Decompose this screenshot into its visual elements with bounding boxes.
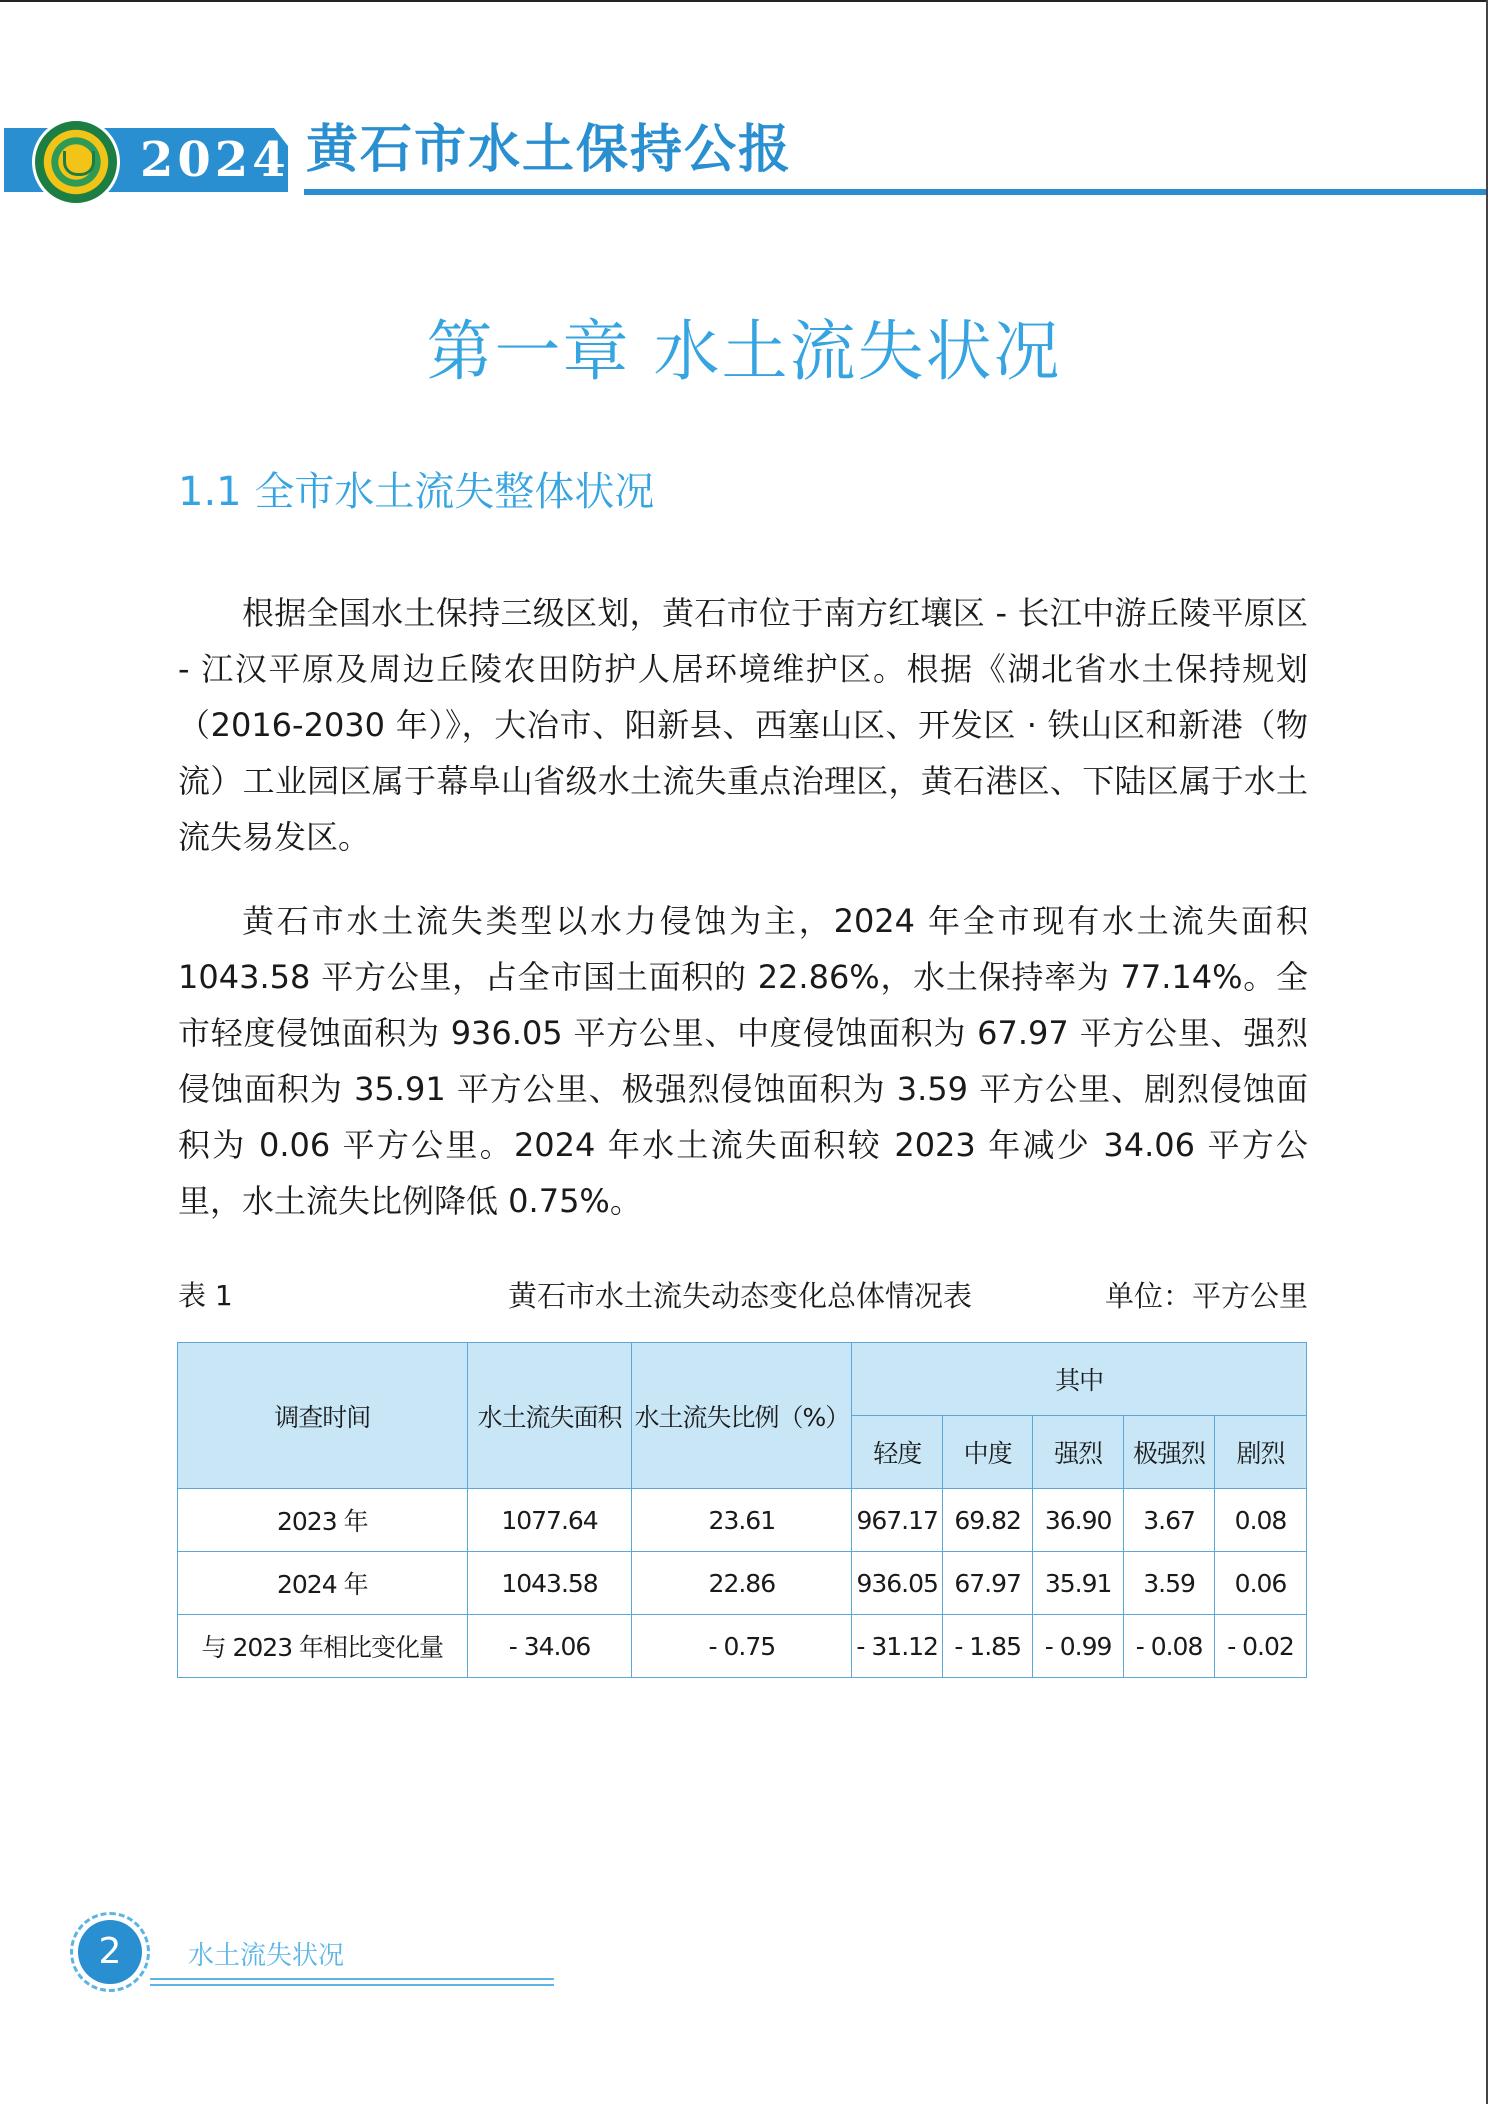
- cell: 3.59: [1124, 1552, 1215, 1615]
- table-row: [178, 1489, 1307, 1552]
- table-row: [178, 1615, 1307, 1678]
- table-label: 表 1: [178, 1279, 233, 1312]
- cell: 69.82: [943, 1489, 1033, 1552]
- cell: 22.86: [632, 1552, 852, 1615]
- cell: - 1.85: [943, 1615, 1033, 1678]
- paragraph-2: 黄石市水土流失类型以水力侵蚀为主，2024 年全市现有水土流失面积 1043.58 平方公里，占全市国土面积的 22.86%，水土保持率为 77.14%。全市轻度侵蚀面积为 936.05 平方公里、中度侵蚀面积为 67.97 平方公里、强烈侵蚀面积为 35.91 平方公里、极强烈侵蚀面积为 3.59 平方公里、剧烈侵蚀面积为 0.06 平方公里。2024 年水土流失面积较 2023 年减少 34.06 平方公里，水土流失比例降低 0.75%。: [178, 902, 1308, 1220]
- cell: 1077.64: [467, 1489, 632, 1552]
- cell: 2024 年: [178, 1552, 468, 1615]
- cell: 36.90: [1033, 1489, 1124, 1552]
- cell: - 34.06: [467, 1615, 632, 1678]
- cell: 0.08: [1215, 1489, 1307, 1552]
- paragraph-1: 根据全国水土保持三级区划，黄石市位于南方红壤区 - 长江中游丘陵平原区 - 江汉平原及周边丘陵农田防护人居环境维护区。根据《湖北省水土保持规划（2016-2030 年）》，大冶市、阳新县、西塞山区、开发区 · 铁山区和新港（物流）工业园区属于幕阜山省级水土流失重点治理区，黄石港区、下陆区属于水土流失易发区。: [178, 594, 1308, 856]
- header-survey-time: 调查时间: [178, 1343, 468, 1489]
- header-very-intense: 极强烈: [1124, 1416, 1215, 1489]
- cell: 936.05: [852, 1552, 943, 1615]
- cell: 2023 年: [178, 1489, 468, 1552]
- page-border-top: [0, 0, 1488, 2]
- header-area: 水土流失面积: [467, 1343, 632, 1489]
- emblem-inner-mark: [63, 151, 95, 176]
- cell: - 0.75: [632, 1615, 852, 1678]
- page-number: 2: [78, 1920, 142, 1984]
- cell: - 0.02: [1215, 1615, 1307, 1678]
- cell: 0.06: [1215, 1552, 1307, 1615]
- header-moderate: 中度: [943, 1416, 1033, 1489]
- erosion-table: [177, 1342, 1307, 1678]
- emblem-logo-icon: [32, 118, 120, 206]
- header-year: 2024: [140, 132, 290, 188]
- cell: 967.17: [852, 1489, 943, 1552]
- header-of-which: 其中: [852, 1343, 1307, 1416]
- header-light: 轻度: [852, 1416, 943, 1489]
- footer-rule: [150, 1984, 554, 1986]
- header-severe: 剧烈: [1215, 1416, 1307, 1489]
- section-title: 1.1 全市水土流失整体状况: [178, 469, 655, 515]
- table-row: [178, 1552, 1307, 1615]
- cell: - 0.99: [1033, 1615, 1124, 1678]
- header-title: 黄石市水土保持公报: [306, 119, 793, 180]
- cell: 1043.58: [467, 1552, 632, 1615]
- cell: - 31.12: [852, 1615, 943, 1678]
- footer-rule: [150, 1978, 554, 1980]
- cell: 3.67: [1124, 1489, 1215, 1552]
- footer-section-label: 水土流失状况: [188, 1941, 345, 1971]
- cell: 23.61: [632, 1489, 852, 1552]
- chapter-title: 第一章 水土流失状况: [426, 313, 1062, 390]
- header-rule: [304, 189, 1486, 195]
- cell: 67.97: [943, 1552, 1033, 1615]
- cell: 与 2023 年相比变化量: [178, 1615, 468, 1678]
- cell: 35.91: [1033, 1552, 1124, 1615]
- table-unit: 单位：平方公里: [1104, 1279, 1308, 1313]
- table-title: 黄石市水土流失动态变化总体情况表: [507, 1279, 972, 1313]
- header-intense: 强烈: [1033, 1416, 1124, 1489]
- header-ratio: 水土流失比例（%）: [632, 1343, 852, 1489]
- cell: - 0.08: [1124, 1615, 1215, 1678]
